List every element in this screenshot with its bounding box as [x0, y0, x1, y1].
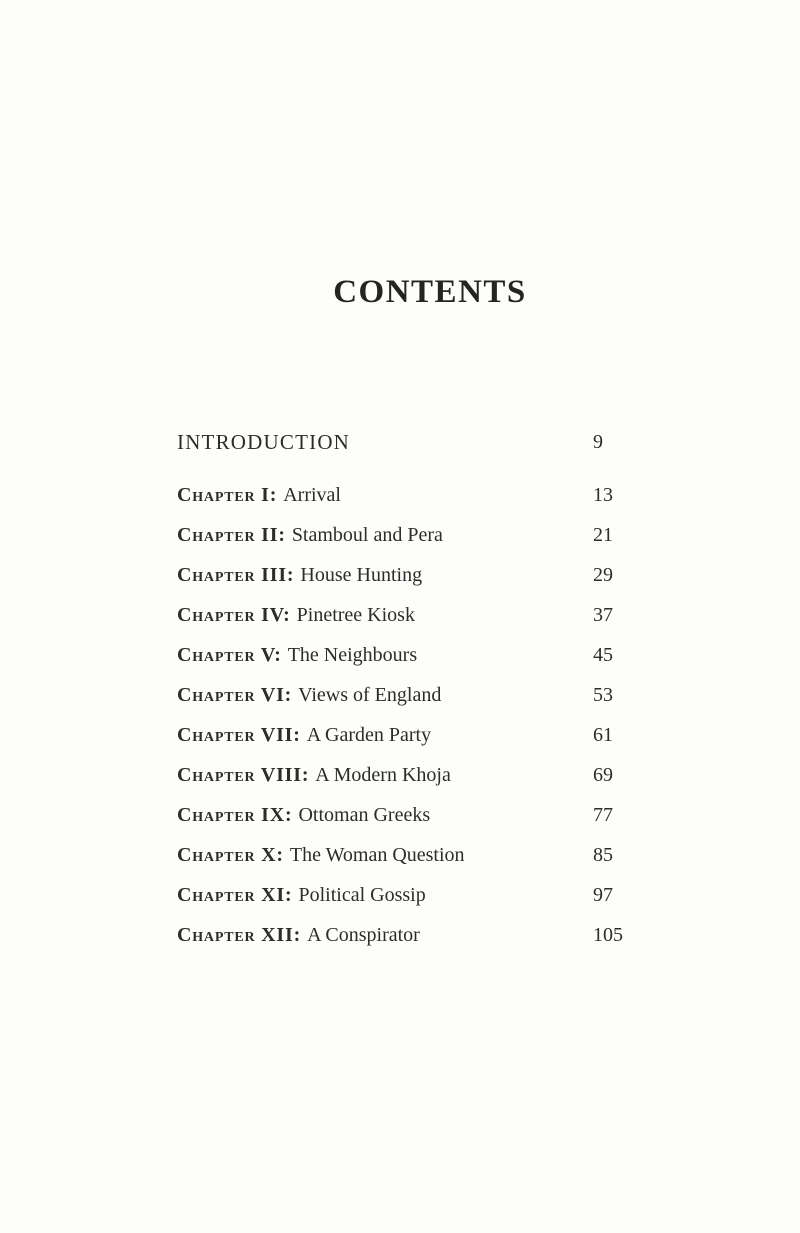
toc-entry-chapter-3	[177, 562, 683, 589]
chapter-prefix: Chapter XII:	[177, 924, 302, 946]
toc-entry-label	[177, 524, 443, 546]
table-of-contents	[177, 429, 683, 949]
toc-entry-chapter-12	[177, 922, 683, 949]
toc-entry-chapter-7	[177, 722, 683, 749]
chapter-title: Pinetree Kiosk	[296, 604, 415, 626]
toc-entry-chapter-9	[177, 802, 683, 829]
chapter-title: Arrival	[283, 484, 341, 506]
chapter-title: The Woman Question	[289, 844, 465, 866]
toc-page-number: 61	[593, 724, 613, 746]
toc-page-number: 21	[593, 524, 613, 546]
chapter-title: Stamboul and Pera	[291, 524, 443, 546]
toc-entry-label	[177, 564, 422, 586]
toc-entry-label	[177, 764, 451, 786]
toc-entry-label	[177, 644, 417, 666]
toc-entry-chapter-11	[177, 882, 683, 909]
chapter-title: A Conspirator	[307, 924, 420, 946]
toc-page-number: 45	[593, 644, 613, 666]
chapter-title: Views of England	[298, 684, 442, 706]
toc-entry-label	[177, 844, 465, 866]
chapter-prefix: Chapter I:	[177, 484, 278, 506]
toc-entry-chapter-10	[177, 842, 683, 869]
toc-entry-label	[177, 604, 415, 626]
toc-entry-label	[177, 924, 420, 946]
toc-entry-label	[177, 804, 430, 826]
chapter-title: The Neighbours	[287, 644, 418, 666]
chapter-title: Political Gossip	[298, 884, 426, 906]
chapter-prefix: Chapter II:	[177, 524, 286, 546]
toc-page-number: 77	[593, 804, 613, 826]
toc-page-number: 53	[593, 684, 613, 706]
toc-page-number: 97	[593, 884, 613, 906]
chapter-prefix: Chapter VIII:	[177, 764, 310, 786]
toc-entry-label	[177, 684, 441, 706]
toc-entry-introduction	[177, 429, 683, 457]
toc-entry-chapter-1	[177, 482, 683, 509]
toc-entry-label	[177, 484, 341, 506]
toc-page-number: 69	[593, 764, 613, 786]
toc-page-number: 13	[593, 484, 613, 506]
toc-page-number: 9	[593, 431, 603, 453]
chapter-title: A Garden Party	[306, 724, 432, 746]
chapter-prefix: Chapter VII:	[177, 724, 301, 746]
toc-entry-label	[177, 724, 431, 746]
chapter-title: Ottoman Greeks	[298, 804, 431, 826]
toc-page-number: 37	[593, 604, 613, 626]
contents-block	[177, 0, 683, 949]
toc-entry-chapter-4	[177, 602, 683, 629]
chapter-title: House Hunting	[300, 564, 423, 586]
page-title: CONTENTS	[333, 274, 527, 310]
chapter-prefix: Chapter VI:	[177, 684, 293, 706]
toc-page-number: 105	[593, 924, 623, 946]
toc-entry-label: INTRODUCTION	[177, 430, 351, 454]
toc-entry-chapter-5	[177, 642, 683, 669]
toc-entry-chapter-6	[177, 682, 683, 709]
toc-entry-chapter-2	[177, 522, 683, 549]
toc-page-number: 29	[593, 564, 613, 586]
toc-entry-chapter-8	[177, 762, 683, 789]
chapter-prefix: Chapter IX:	[177, 804, 293, 826]
chapter-prefix: Chapter X:	[177, 844, 284, 866]
toc-entry-label	[177, 884, 426, 906]
chapter-prefix: Chapter III:	[177, 564, 295, 586]
toc-page-number: 85	[593, 844, 613, 866]
chapter-prefix: Chapter V:	[177, 644, 282, 666]
chapter-prefix: Chapter IV:	[177, 604, 291, 626]
chapter-title: A Modern Khoja	[315, 764, 451, 786]
chapter-prefix: Chapter XI:	[177, 884, 293, 906]
